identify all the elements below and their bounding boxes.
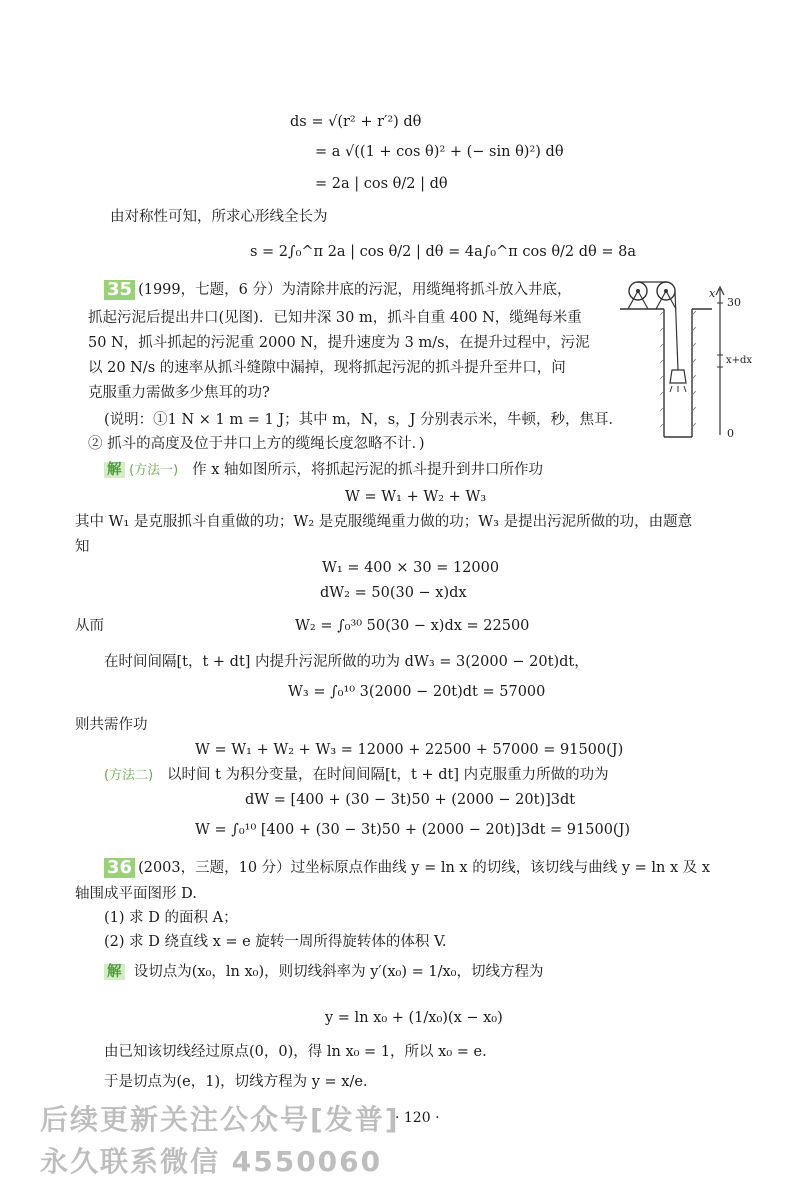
axis-label-xdx: x+dx [726, 355, 753, 366]
total-work-equation: W = W₁ + W₂ + W₃ = 12000 + 22500 + 57000 = 91500(J) [195, 742, 624, 758]
dw2-equation: dW₂ = 50(30 − x)dx [320, 585, 467, 601]
problem-36-line-1 [104, 858, 710, 878]
problem-35-line-5: 克服重力需做多少焦耳的功? [88, 385, 270, 401]
ds-line-2: = a √((1 + cos θ)² + (− sin θ)²) dθ [315, 144, 564, 160]
problem-36-text-1: (2003，三题，10 分）过坐标原点作曲线 y = ln x 的切线，该切线与曲线 y = ln x 及 x [138, 860, 711, 876]
problem-36-line-2: 轴围成平面图形 D. [75, 886, 197, 902]
interval-text: 在时间间隔[t，t + dt] 内提升污泥所做的功为 dW₃ = 3(2000 − 20t)dt， [104, 654, 589, 670]
problem-35-note-2: ② 抓斗的高度及位于井口上方的缆绳长度忽略不计．) [88, 436, 425, 452]
solution-36-line-1 [104, 962, 543, 982]
w1-equation: W₁ = 400 × 30 = 12000 [322, 560, 500, 576]
total-text: 则共需作功 [75, 717, 148, 733]
where-line-1: 其中 W₁ 是克服抓斗自重做的功；W₂ 是克服缆绳重力做的功；W₃ 是提出污泥所做的功，由题意 [75, 514, 693, 530]
problem-35-line-2: 抓起污泥后提出井口(见图)．已知井深 30 m，抓斗自重 400 N，缆绳每米重 [88, 310, 582, 326]
axis-label-30: 30 [727, 296, 741, 309]
method-1-label: (方法一) [129, 463, 179, 478]
problem-number-badge: 36 [104, 858, 135, 878]
problem-35-line-4: 以 20 N/s 的速率从抓斗缝隙中漏掉，现将抓起污泥的抓斗提升至井口，问 [88, 360, 566, 376]
problem-number-badge: 35 [104, 280, 135, 300]
well-figure [620, 275, 770, 445]
solution-36-text-1: 设切点为(x₀，ln x₀)，则切线斜率为 y′(x₀) = 1/x₀，切线方程为 [133, 964, 544, 980]
problem-35-note-1: (说明：①1 N × 1 m = 1 J；其中 m，N，s，J 分别表示米，牛顿，秒，焦耳． [104, 412, 624, 428]
w2-equation: W₂ = ∫₀³⁰ 50(30 − x)dx = 22500 [295, 618, 530, 634]
solution-36-line-3: 于是切点为(e，1)，切线方程为 y = x/e. [104, 1074, 368, 1090]
watermark-line-1: 后续更新关注公众号[发普] [40, 1103, 400, 1136]
watermark-line-2: 永久联系微信 4550060 [40, 1145, 383, 1178]
therefore-text: 从而 [75, 618, 104, 634]
problem-35-text-1: (1999，七题，6 分）为清除井底的污泥，用缆绳将抓斗放入井底， [138, 282, 572, 298]
solution-mark: 解 [104, 964, 125, 980]
problem-35-line-3: 50 N，抓斗抓起的污泥重 2000 N，提升速度为 3 m/s，在提升过程中，污泥 [88, 335, 590, 351]
method-2-label: (方法二) [104, 768, 154, 783]
dw-equation: dW = [400 + (30 − 3t)50 + (2000 − 20t)]3dt [245, 792, 576, 808]
problem-36-q2: (2) 求 D 绕直线 x = e 旋转一周所得旋转体的体积 V. [104, 934, 447, 950]
tangent-equation: y = ln x₀ + (1/x₀)(x − x₀) [325, 1010, 503, 1026]
where-line-2: 知 [75, 539, 90, 555]
arc-length-equation: s = 2∫₀^π 2a | cos θ/2 | dθ = 4a∫₀^π cos θ/2 dθ = 8a [250, 244, 637, 260]
solution-36-line-2: 由已知该切线经过原点(0，0)，得 ln x₀ = 1，所以 x₀ = e. [104, 1044, 487, 1060]
page-number: · 120 · [395, 1110, 440, 1126]
axis-label-x: x [709, 287, 716, 300]
solution-35-method-2 [104, 765, 609, 786]
problem-35-line-1 [104, 280, 571, 300]
solution-35-method-1 [104, 460, 543, 481]
method-2-text: 以时间 t 为积分变量，在时间间隔[t，t + dt] 内克服重力所做的功为 [166, 767, 609, 783]
solution-mark: 解 [104, 462, 125, 478]
work-sum: W = W₁ + W₂ + W₃ [345, 489, 487, 505]
w3-equation: W₃ = ∫₀¹⁰ 3(2000 − 20t)dt = 57000 [288, 684, 546, 700]
ds-line-1: ds = √(r² + r′²) dθ [290, 114, 422, 130]
method-1-text: 作 x 轴如图所示，将抓起污泥的抓斗提升到井口所作功 [192, 462, 543, 478]
w-integral-equation: W = ∫₀¹⁰ [400 + (30 − 3t)50 + (2000 − 20t)]3dt = 91500(J) [195, 822, 631, 838]
grab-bucket-icon [670, 370, 686, 383]
problem-36-q1: (1) 求 D 的面积 A； [104, 910, 238, 926]
axis-label-0: 0 [727, 427, 734, 440]
symmetry-text: 由对称性可知，所求心形线全长为 [110, 209, 328, 225]
ds-line-3: = 2a | cos θ/2 | dθ [315, 176, 448, 192]
